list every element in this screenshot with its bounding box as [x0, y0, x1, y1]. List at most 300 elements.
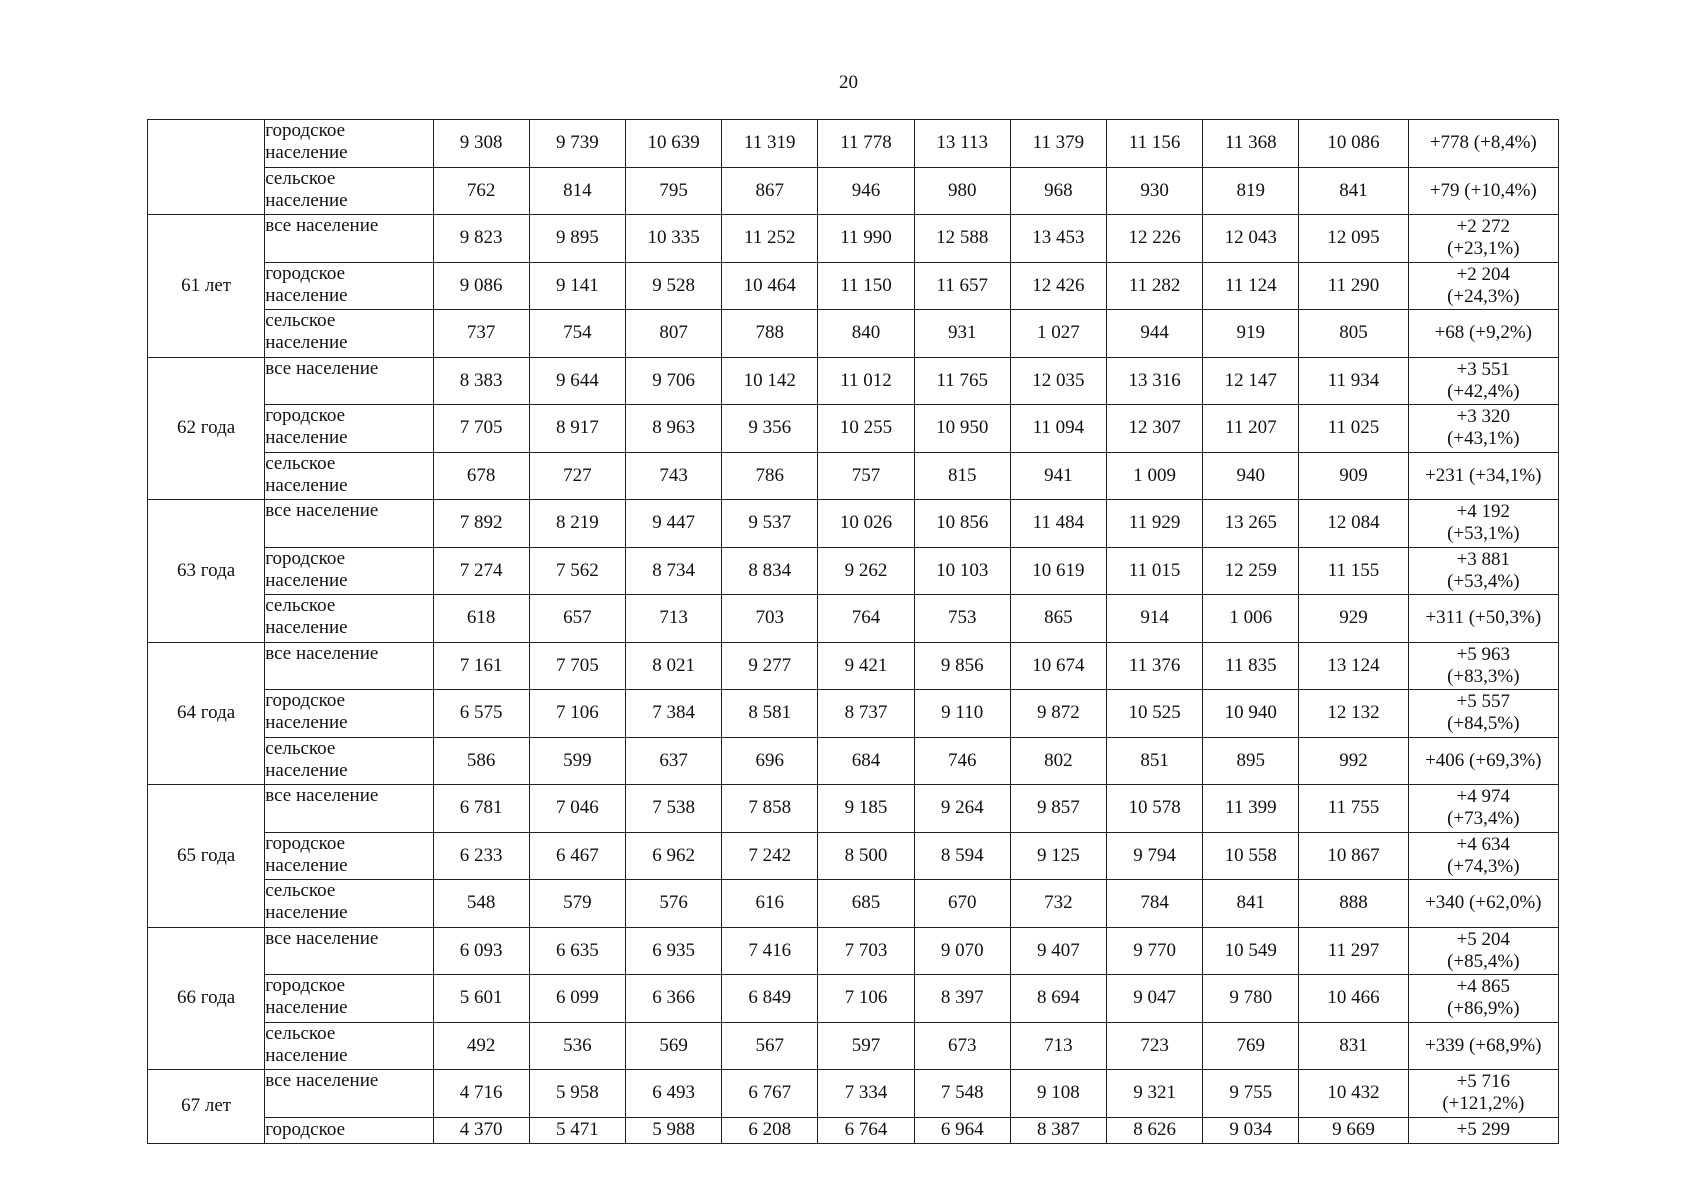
value-cell: 9 872 — [1010, 690, 1106, 738]
change-cell — [1408, 215, 1558, 263]
value-cell: 807 — [625, 310, 721, 358]
value-cell: 841 — [1203, 880, 1299, 928]
value-cell: 980 — [914, 167, 1010, 215]
population-type-line: городское — [265, 120, 346, 141]
population-type-cell — [265, 1070, 433, 1118]
population-type-cell — [265, 167, 433, 215]
population-type-line: сельское — [265, 737, 336, 759]
value-cell: 11 929 — [1107, 500, 1203, 548]
value-cell: 7 106 — [818, 975, 914, 1023]
change-cell — [1408, 880, 1558, 928]
value-cell: 8 917 — [529, 405, 625, 453]
value-cell: 6 493 — [625, 1070, 721, 1118]
value-cell: 11 379 — [1010, 120, 1106, 168]
value-cell: 9 125 — [1010, 832, 1106, 880]
population-type-line: население — [265, 332, 348, 353]
change-cell — [1408, 120, 1558, 168]
value-cell: 914 — [1107, 595, 1203, 643]
value-cell: 12 588 — [914, 215, 1010, 263]
value-cell: 7 562 — [529, 547, 625, 595]
population-type-cell — [265, 880, 433, 928]
value-cell: 567 — [722, 1022, 818, 1070]
value-cell: 4 716 — [433, 1070, 529, 1118]
value-cell: 9 823 — [433, 215, 529, 263]
change-line: +79 (+10,4%) — [1429, 179, 1537, 201]
value-cell: 940 — [1203, 452, 1299, 500]
value-cell: 7 548 — [914, 1070, 1010, 1118]
change-line: (+86,9%) — [1447, 998, 1520, 1020]
population-type-line: городское — [265, 1118, 346, 1140]
age-group-cell: 66 года — [148, 927, 265, 1070]
value-cell: 1 009 — [1107, 452, 1203, 500]
value-cell: 10 856 — [914, 500, 1010, 548]
change-line: +3 881 — [1456, 548, 1511, 570]
value-cell: 12 426 — [1010, 262, 1106, 310]
population-type-cell — [265, 785, 433, 833]
change-cell — [1408, 1070, 1558, 1118]
value-cell: 9 086 — [433, 262, 529, 310]
table-row — [148, 547, 1559, 595]
population-type-cell — [265, 215, 433, 263]
value-cell: 814 — [529, 167, 625, 215]
value-cell: 11 778 — [818, 120, 914, 168]
value-cell: 6 233 — [433, 832, 529, 880]
table-row — [148, 357, 1559, 405]
value-cell: 10 255 — [818, 405, 914, 453]
change-line: (+74,3%) — [1447, 855, 1520, 877]
value-cell: 8 397 — [914, 975, 1010, 1023]
value-cell: 10 674 — [1010, 642, 1106, 690]
population-type-line: все население — [265, 785, 379, 806]
value-cell: 10 558 — [1203, 832, 1299, 880]
value-cell: 8 500 — [818, 832, 914, 880]
population-type-cell — [265, 737, 433, 785]
value-cell: 13 316 — [1107, 357, 1203, 405]
value-cell: 11 282 — [1107, 262, 1203, 310]
value-cell: 7 705 — [433, 405, 529, 453]
change-cell — [1408, 310, 1558, 358]
value-cell: 618 — [433, 595, 529, 643]
value-cell: 851 — [1107, 737, 1203, 785]
table-row — [148, 215, 1559, 263]
value-cell: 9 047 — [1107, 975, 1203, 1023]
value-cell: 7 384 — [625, 690, 721, 738]
value-cell: 11 252 — [722, 215, 818, 263]
change-line: +4 192 — [1456, 501, 1511, 523]
change-line: (+23,1%) — [1447, 238, 1520, 260]
value-cell: 12 226 — [1107, 215, 1203, 263]
value-cell: 9 321 — [1107, 1070, 1203, 1118]
change-cell — [1408, 262, 1558, 310]
value-cell: 1 027 — [1010, 310, 1106, 358]
value-cell: 831 — [1299, 1022, 1408, 1070]
value-cell: 946 — [818, 167, 914, 215]
population-type-line: население — [265, 712, 348, 733]
value-cell: 757 — [818, 452, 914, 500]
change-cell — [1408, 167, 1558, 215]
value-cell: 8 021 — [625, 642, 721, 690]
population-type-line: население — [265, 617, 348, 638]
change-line: +5 204 — [1456, 928, 1511, 950]
value-cell: 6 366 — [625, 975, 721, 1023]
value-cell: 9 528 — [625, 262, 721, 310]
population-type-line: сельское — [265, 452, 336, 474]
value-cell: 841 — [1299, 167, 1408, 215]
change-cell — [1408, 737, 1558, 785]
value-cell: 11 368 — [1203, 120, 1299, 168]
value-cell: 992 — [1299, 737, 1408, 785]
value-cell: 11 150 — [818, 262, 914, 310]
value-cell: 7 106 — [529, 690, 625, 738]
value-cell: 6 964 — [914, 1117, 1010, 1143]
population-type-cell — [265, 595, 433, 643]
table-row — [148, 690, 1559, 738]
population-type-line: городское — [265, 832, 346, 854]
value-cell: 12 084 — [1299, 500, 1408, 548]
value-cell: 737 — [433, 310, 529, 358]
value-cell: 10 950 — [914, 405, 1010, 453]
value-cell: 8 626 — [1107, 1117, 1203, 1143]
table-row — [148, 785, 1559, 833]
value-cell: 11 207 — [1203, 405, 1299, 453]
value-cell: 867 — [722, 167, 818, 215]
value-cell: 9 308 — [433, 120, 529, 168]
value-cell: 6 849 — [722, 975, 818, 1023]
value-cell: 9 780 — [1203, 975, 1299, 1023]
population-type-line: сельское — [265, 880, 336, 901]
population-type-cell — [265, 1117, 433, 1143]
value-cell: 586 — [433, 737, 529, 785]
change-cell — [1408, 1117, 1558, 1143]
change-line: +5 299 — [1456, 1119, 1511, 1140]
value-cell: 11 156 — [1107, 120, 1203, 168]
value-cell: 6 635 — [529, 927, 625, 975]
change-line: +2 272 — [1456, 216, 1511, 238]
value-cell: 919 — [1203, 310, 1299, 358]
value-cell: 6 575 — [433, 690, 529, 738]
change-cell — [1408, 690, 1558, 738]
change-line: +3 551 — [1456, 358, 1511, 380]
value-cell: 10 578 — [1107, 785, 1203, 833]
change-cell — [1408, 975, 1558, 1023]
table-row — [148, 927, 1559, 975]
value-cell: 9 794 — [1107, 832, 1203, 880]
value-cell: 12 132 — [1299, 690, 1408, 738]
value-cell: 819 — [1203, 167, 1299, 215]
population-type-line: городское — [265, 690, 346, 711]
value-cell: 769 — [1203, 1022, 1299, 1070]
value-cell: 12 035 — [1010, 357, 1106, 405]
value-cell: 7 046 — [529, 785, 625, 833]
table-row — [148, 405, 1559, 453]
value-cell: 723 — [1107, 1022, 1203, 1070]
value-cell: 9 537 — [722, 500, 818, 548]
population-type-cell — [265, 832, 433, 880]
population-type-cell — [265, 690, 433, 738]
age-group-cell — [148, 120, 265, 215]
value-cell: 678 — [433, 452, 529, 500]
value-cell: 805 — [1299, 310, 1408, 358]
population-type-line: население — [265, 189, 348, 211]
value-cell: 6 764 — [818, 1117, 914, 1143]
value-cell: 9 770 — [1107, 927, 1203, 975]
value-cell: 8 834 — [722, 547, 818, 595]
value-cell: 657 — [529, 595, 625, 643]
value-cell: 784 — [1107, 880, 1203, 928]
value-cell: 888 — [1299, 880, 1408, 928]
change-line: +5 963 — [1456, 643, 1511, 665]
population-type-cell — [265, 310, 433, 358]
value-cell: 536 — [529, 1022, 625, 1070]
value-cell: 6 781 — [433, 785, 529, 833]
value-cell: 944 — [1107, 310, 1203, 358]
table-row — [148, 595, 1559, 643]
value-cell: 9 447 — [625, 500, 721, 548]
table-row — [148, 1117, 1559, 1143]
value-cell: 9 277 — [722, 642, 818, 690]
table-row — [148, 310, 1559, 358]
population-type-line: все население — [265, 927, 379, 949]
change-line: (+73,4%) — [1447, 808, 1520, 830]
value-cell: 788 — [722, 310, 818, 358]
value-cell: 9 669 — [1299, 1117, 1408, 1143]
value-cell: 7 274 — [433, 547, 529, 595]
value-cell: 637 — [625, 737, 721, 785]
population-type-line: сельское — [265, 310, 336, 331]
population-type-line: население — [265, 997, 348, 1018]
population-type-line: все население — [265, 500, 379, 521]
value-cell: 12 147 — [1203, 357, 1299, 405]
value-cell: 7 703 — [818, 927, 914, 975]
change-line: +68 (+9,2%) — [1434, 322, 1533, 344]
value-cell: 9 262 — [818, 547, 914, 595]
change-line: +231 (+34,1%) — [1425, 464, 1542, 486]
change-line: +340 (+62,0%) — [1425, 892, 1542, 914]
value-cell: 9 264 — [914, 785, 1010, 833]
value-cell: 754 — [529, 310, 625, 358]
population-type-line: все население — [265, 215, 379, 236]
value-cell: 12 043 — [1203, 215, 1299, 263]
table-row — [148, 880, 1559, 928]
population-type-line: городское — [265, 262, 346, 284]
value-cell: 9 070 — [914, 927, 1010, 975]
table-row — [148, 500, 1559, 548]
population-type-line: население — [265, 427, 348, 448]
change-cell — [1408, 642, 1558, 690]
value-cell: 11 934 — [1299, 357, 1408, 405]
change-line: +339 (+68,9%) — [1425, 1034, 1542, 1056]
value-cell: 492 — [433, 1022, 529, 1070]
table-row — [148, 1070, 1559, 1118]
value-cell: 696 — [722, 737, 818, 785]
value-cell: 11 399 — [1203, 785, 1299, 833]
value-cell: 673 — [914, 1022, 1010, 1070]
table-row — [148, 452, 1559, 500]
value-cell: 670 — [914, 880, 1010, 928]
value-cell: 10 086 — [1299, 120, 1408, 168]
population-type-line: городское — [265, 405, 346, 426]
change-cell — [1408, 357, 1558, 405]
population-type-line: городское — [265, 975, 346, 996]
value-cell: 10 103 — [914, 547, 1010, 595]
value-cell: 1 006 — [1203, 595, 1299, 643]
value-cell: 6 099 — [529, 975, 625, 1023]
value-cell: 9 739 — [529, 120, 625, 168]
value-cell: 840 — [818, 310, 914, 358]
table-row — [148, 832, 1559, 880]
value-cell: 7 858 — [722, 785, 818, 833]
value-cell: 10 026 — [818, 500, 914, 548]
change-line: +4 865 — [1456, 976, 1511, 998]
value-cell: 7 334 — [818, 1070, 914, 1118]
value-cell: 4 370 — [433, 1117, 529, 1143]
value-cell: 9 185 — [818, 785, 914, 833]
value-cell: 11 755 — [1299, 785, 1408, 833]
value-cell: 743 — [625, 452, 721, 500]
value-cell: 11 484 — [1010, 500, 1106, 548]
change-line: (+24,3%) — [1447, 285, 1520, 307]
population-type-line: население — [265, 759, 348, 781]
value-cell: 597 — [818, 1022, 914, 1070]
change-line: (+53,4%) — [1447, 570, 1520, 592]
value-cell: 11 319 — [722, 120, 818, 168]
change-line: (+42,4%) — [1447, 380, 1520, 402]
population-type-line: сельское — [265, 595, 336, 616]
value-cell: 11 657 — [914, 262, 1010, 310]
value-cell: 616 — [722, 880, 818, 928]
change-line: +406 (+69,3%) — [1425, 749, 1542, 771]
value-cell: 11 376 — [1107, 642, 1203, 690]
value-cell: 684 — [818, 737, 914, 785]
population-type-line: население — [265, 1044, 348, 1066]
value-cell: 732 — [1010, 880, 1106, 928]
value-cell: 10 464 — [722, 262, 818, 310]
value-cell: 11 015 — [1107, 547, 1203, 595]
value-cell: 8 219 — [529, 500, 625, 548]
value-cell: 9 895 — [529, 215, 625, 263]
table-row — [148, 975, 1559, 1023]
change-line: (+84,5%) — [1447, 713, 1520, 735]
value-cell: 10 619 — [1010, 547, 1106, 595]
population-type-line: все население — [265, 357, 379, 379]
change-cell — [1408, 785, 1558, 833]
population-type-cell — [265, 547, 433, 595]
value-cell: 762 — [433, 167, 529, 215]
value-cell: 11 297 — [1299, 927, 1408, 975]
value-cell: 685 — [818, 880, 914, 928]
value-cell: 7 705 — [529, 642, 625, 690]
value-cell: 795 — [625, 167, 721, 215]
value-cell: 9 706 — [625, 357, 721, 405]
value-cell: 703 — [722, 595, 818, 643]
population-type-line: сельское — [265, 1022, 336, 1044]
population-type-cell — [265, 357, 433, 405]
change-cell — [1408, 547, 1558, 595]
population-type-line: население — [265, 569, 348, 591]
value-cell: 931 — [914, 310, 1010, 358]
value-cell: 8 737 — [818, 690, 914, 738]
value-cell: 865 — [1010, 595, 1106, 643]
value-cell: 8 963 — [625, 405, 721, 453]
value-cell: 909 — [1299, 452, 1408, 500]
value-cell: 548 — [433, 880, 529, 928]
value-cell: 13 453 — [1010, 215, 1106, 263]
value-cell: 11 124 — [1203, 262, 1299, 310]
value-cell: 968 — [1010, 167, 1106, 215]
change-line: (+53,1%) — [1447, 523, 1520, 545]
population-type-cell — [265, 120, 433, 168]
value-cell: 10 639 — [625, 120, 721, 168]
age-group-cell: 65 года — [148, 785, 265, 928]
table-body — [148, 120, 1559, 1144]
value-cell: 9 141 — [529, 262, 625, 310]
change-line: +778 (+8,4%) — [1429, 132, 1537, 154]
value-cell: 8 594 — [914, 832, 1010, 880]
population-type-line: сельское — [265, 167, 336, 189]
value-cell: 5 471 — [529, 1117, 625, 1143]
value-cell: 10 432 — [1299, 1070, 1408, 1118]
value-cell: 5 958 — [529, 1070, 625, 1118]
value-cell: 13 124 — [1299, 642, 1408, 690]
change-line: +311 (+50,3%) — [1425, 607, 1542, 629]
change-cell — [1408, 405, 1558, 453]
population-type-cell — [265, 500, 433, 548]
value-cell: 9 034 — [1203, 1117, 1299, 1143]
table-row — [148, 737, 1559, 785]
value-cell: 6 935 — [625, 927, 721, 975]
value-cell: 569 — [625, 1022, 721, 1070]
population-type-cell — [265, 927, 433, 975]
value-cell: 11 094 — [1010, 405, 1106, 453]
value-cell: 9 421 — [818, 642, 914, 690]
value-cell: 815 — [914, 452, 1010, 500]
value-cell: 941 — [1010, 452, 1106, 500]
change-cell — [1408, 452, 1558, 500]
value-cell: 11 765 — [914, 357, 1010, 405]
value-cell: 5 988 — [625, 1117, 721, 1143]
value-cell: 713 — [625, 595, 721, 643]
value-cell: 6 093 — [433, 927, 529, 975]
value-cell: 12 259 — [1203, 547, 1299, 595]
value-cell: 13 113 — [914, 120, 1010, 168]
value-cell: 8 694 — [1010, 975, 1106, 1023]
change-line: (+83,3%) — [1447, 665, 1520, 687]
population-type-line: население — [265, 474, 348, 496]
value-cell: 9 755 — [1203, 1070, 1299, 1118]
page-number: 20 — [839, 72, 858, 93]
change-line: (+85,4%) — [1447, 950, 1520, 972]
value-cell: 11 290 — [1299, 262, 1408, 310]
population-type-cell — [265, 452, 433, 500]
value-cell: 10 142 — [722, 357, 818, 405]
population-type-line: население — [265, 902, 348, 923]
value-cell: 5 601 — [433, 975, 529, 1023]
value-cell: 11 990 — [818, 215, 914, 263]
age-group-cell: 64 года — [148, 642, 265, 785]
change-line: +3 320 — [1456, 406, 1511, 428]
table-row — [148, 120, 1559, 168]
value-cell: 10 549 — [1203, 927, 1299, 975]
value-cell: 8 581 — [722, 690, 818, 738]
value-cell: 9 644 — [529, 357, 625, 405]
change-cell — [1408, 595, 1558, 643]
value-cell: 11 835 — [1203, 642, 1299, 690]
population-type-cell — [265, 975, 433, 1023]
change-line: (+121,2%) — [1442, 1093, 1525, 1115]
population-type-line: все население — [265, 642, 379, 664]
value-cell: 6 767 — [722, 1070, 818, 1118]
value-cell: 802 — [1010, 737, 1106, 785]
